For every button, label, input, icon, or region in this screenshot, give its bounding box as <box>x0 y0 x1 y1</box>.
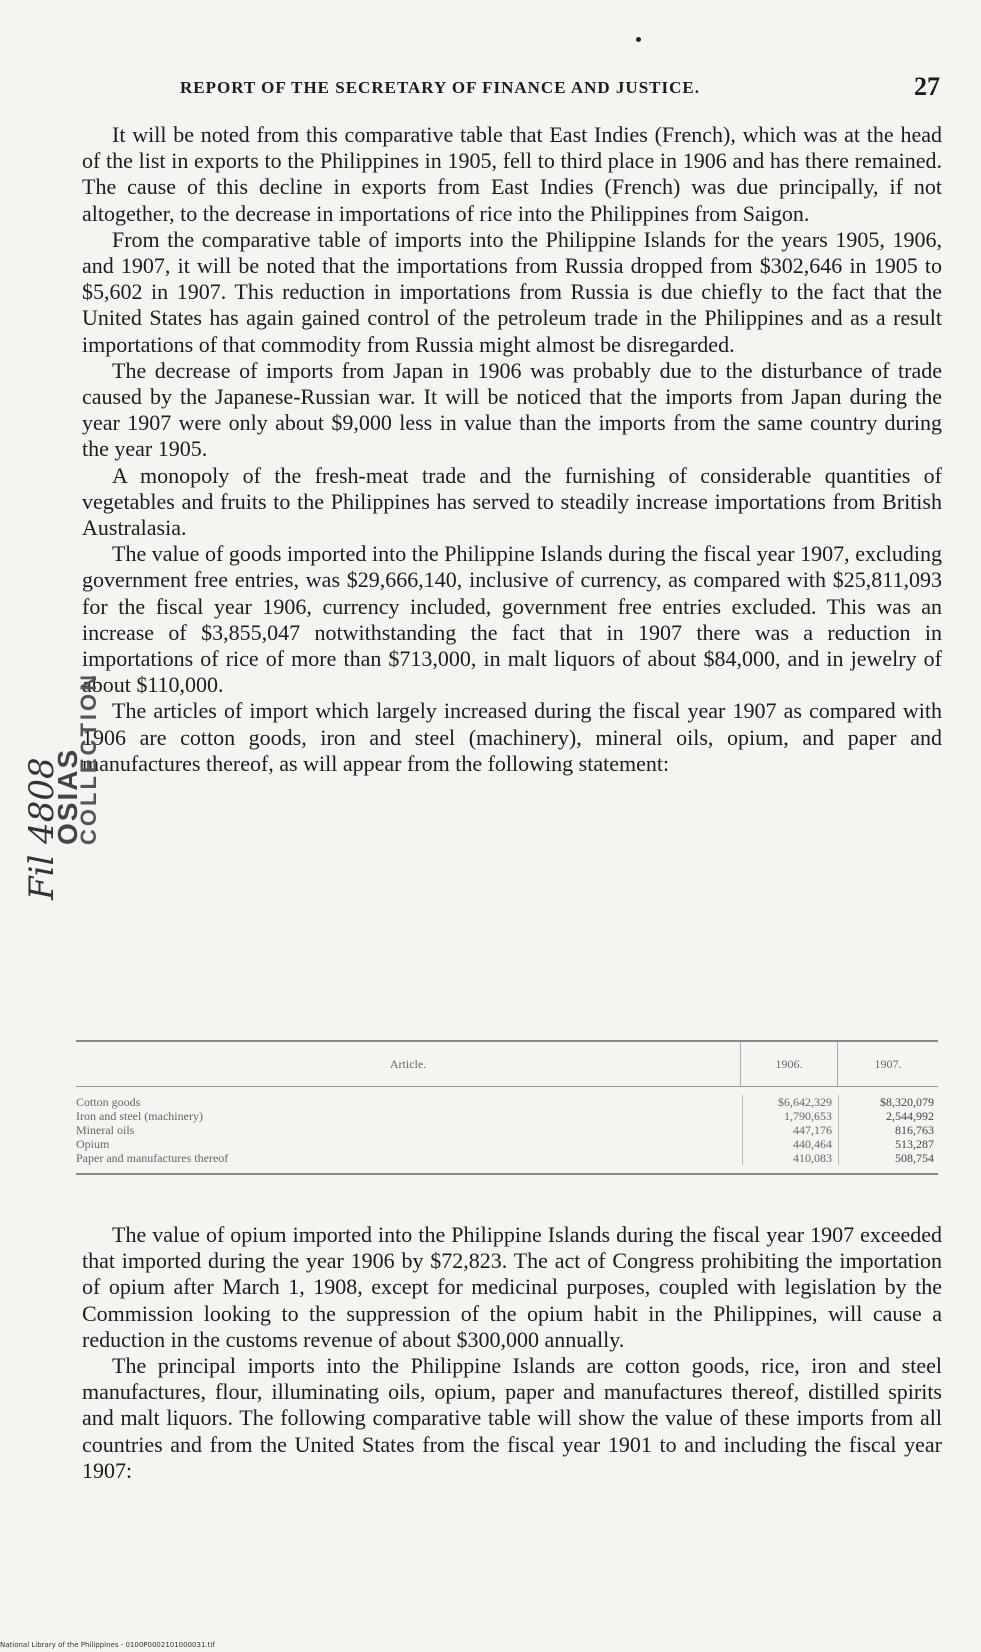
table-header-row <box>76 1042 938 1087</box>
header-1907: 1907. <box>837 1042 938 1086</box>
table-row <box>76 1137 938 1151</box>
cell-1907: 513,287 <box>838 1137 938 1151</box>
table-row <box>76 1123 938 1137</box>
cell-1906: 440,464 <box>742 1137 838 1151</box>
collection-stamp-label: COLLECTION <box>76 672 101 845</box>
cell-1906: 410,083 <box>742 1151 838 1165</box>
header-article: Article. <box>389 1056 427 1071</box>
table-body <box>76 1087 938 1175</box>
paragraph: The value of opium imported into the Philippine Islands during the fiscal year 1907 exceeded that imported during the year 1906 by $72,823. The act of Congress prohibiting the importation of opium after March 1, 1908, except for medicinal purposes, coupled with legislation by the Commission looking to the suppression of the opium habit in the Philippines, will cause a reduction in the customs revenue of about $300,000 annually. <box>82 1222 942 1352</box>
cell-1907: $8,320,079 <box>838 1095 938 1109</box>
collection-stamp-name: OSIAS <box>52 747 83 845</box>
cell-article: Mineral oils <box>76 1123 135 1137</box>
cell-article: Paper and manufactures thereof <box>76 1151 229 1165</box>
paragraph: It will be noted from this comparative table that East Indies (French), which was at the head of the list in exports to the Philippines in 1905, fell to third place in 1906 and has there remained. The cause of this decline in exports from East Indies (French) was due principally, if not altogether, to the decrease in importations of rice into the Philippines from Saigon. <box>82 122 942 226</box>
table-row <box>76 1095 938 1109</box>
paragraph: From the comparative table of imports into the Philippine Islands for the years 1905, 1906, and 1907, it will be noted that the importations from Russia dropped from $302,646 in 1905 to $5,602 in 1907. This reduction in importations from Russia is due chiefly to the fact that the United States has again gained control of the petroleum trade in the Philippines and as a result importations of that commodity from Russia might almost be disregarded. <box>82 226 942 357</box>
cell-1906: 1,790,653 <box>742 1109 838 1123</box>
page-number: 27 <box>914 72 940 101</box>
table-row <box>76 1109 938 1123</box>
cell-1906: 447,176 <box>742 1123 838 1137</box>
body-text-bottom <box>82 1222 942 1484</box>
cell-1907: 2,544,992 <box>838 1109 938 1123</box>
running-header <box>180 72 940 101</box>
header-title: REPORT OF THE SECRETARY OF FINANCE AND JUSTICE. <box>180 78 700 97</box>
paragraph: A monopoly of the fresh-meat trade and the furnishing of considerable quantities of vegetables and fruits to the Philippines has served to steadily increase importations from British Australasia. <box>82 462 942 541</box>
cell-article: Opium <box>76 1137 110 1151</box>
body-text-top <box>82 122 942 777</box>
header-1906: 1906. <box>740 1042 837 1086</box>
paragraph: The decrease of imports from Japan in 1906 was probably due to the disturbance of trade caused by the Japanese-Russian war. It will be noticed that the imports from Japan during the year 1907 were only about $9,000 less in value than the imports from the same country during the year 1905. <box>82 357 942 462</box>
ink-dot <box>636 37 641 42</box>
cell-article: Iron and steel (machinery) <box>76 1109 203 1123</box>
handwritten-call-number: Fil 4808 <box>22 757 62 900</box>
cell-article: Cotton goods <box>76 1095 141 1109</box>
table-row <box>76 1151 938 1165</box>
scan-footer: National Library of the Philippines - 0100P0002101000031.tif <box>0 1641 215 1649</box>
cell-1907: 508,754 <box>838 1151 938 1165</box>
cell-1906: $6,642,329 <box>742 1095 838 1109</box>
imports-table <box>76 1040 938 1175</box>
cell-1907: 816,763 <box>838 1123 938 1137</box>
paragraph: The value of goods imported into the Philippine Islands during the fiscal year 1907, excluding government free entries, was $29,666,140, inclusive of currency, as compared with $25,811,093 for the fiscal year 1906, currency included, government free entries excluded. This was an increase of $3,855,047 notwithstanding the fact that in 1907 there was a reduction in importations of rice of more than $713,000, in malt liquors of about $84,000, and in jewelry of about $110,000. <box>82 541 942 698</box>
paragraph: The principal imports into the Philippine Islands are cotton goods, rice, iron and steel manufactures, flour, illuminating oils, opium, paper and manufactures thereof, distilled spirits and malt liquors. The following comparative table will show the value of these imports from all countries and from the United States from the fiscal year 1901 to and including the fiscal year 1907: <box>82 1353 942 1483</box>
paragraph: The articles of import which largely increased during the fiscal year 1907 as compared with 1906 are cotton goods, iron and steel (machinery), mineral oils, opium, and paper and manufactures thereof, as will appear from the following statement: <box>82 698 942 776</box>
